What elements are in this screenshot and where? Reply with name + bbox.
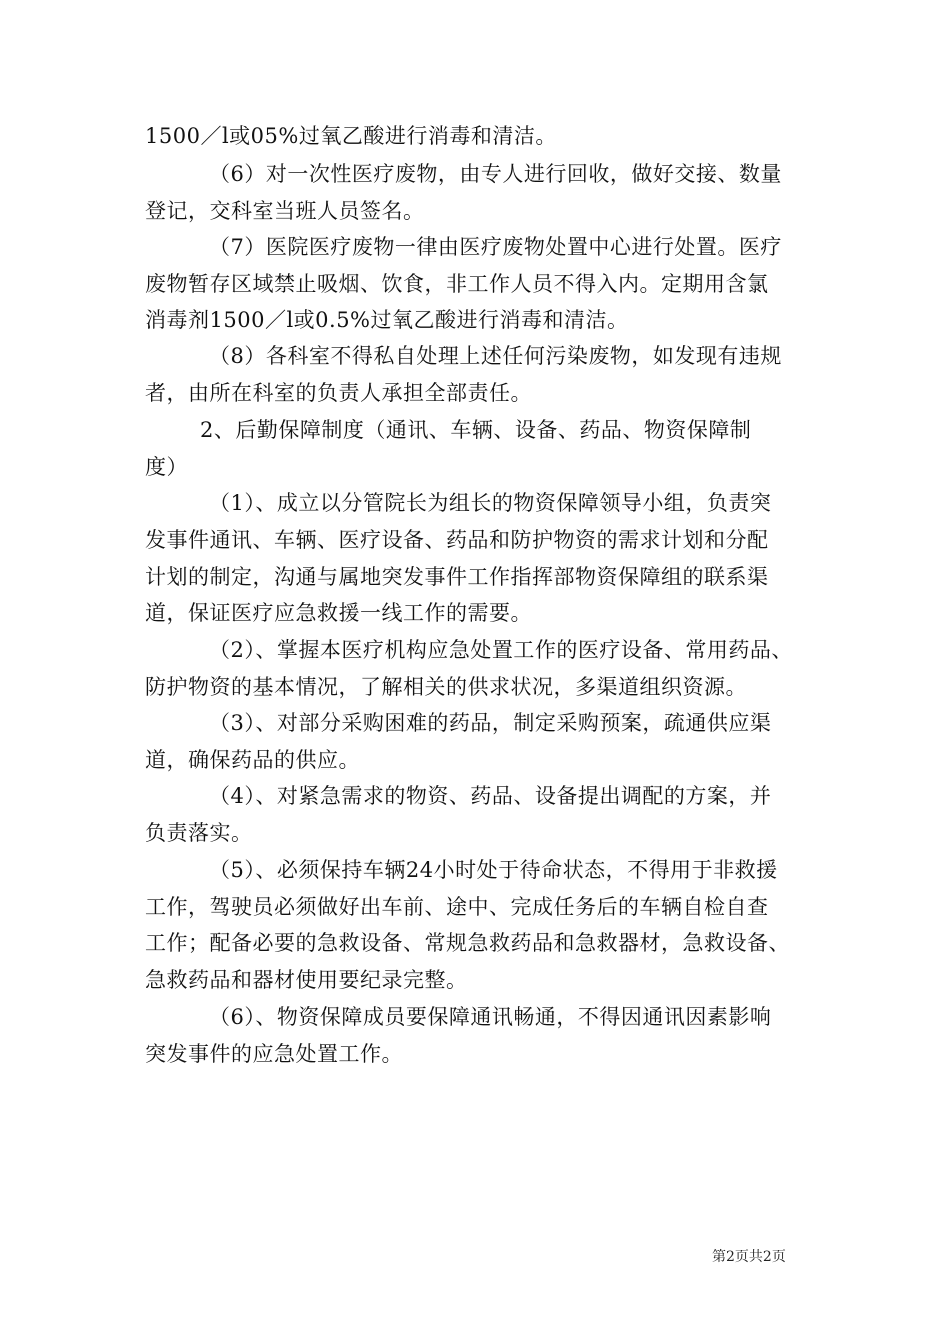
text-line: （3）、对部分采购困难的药品，制定采购预案，疏通供应渠 [209, 711, 772, 735]
text-line: 道，确保药品的供应。 [145, 748, 360, 772]
text-line: （5）、必须保持车辆24小时处于待命状态，不得用于非救援 [209, 858, 778, 882]
text-line: 计划的制定，沟通与属地突发事件工作指挥部物资保障组的联系渠 [145, 565, 769, 589]
text-line: （6）、物资保障成员要保障通讯畅通，不得因通讯因素影响 [209, 1005, 772, 1029]
text-line: 登记，交科室当班人员签名。 [145, 199, 425, 223]
text-line: 工作；配备必要的急救设备、常规急救药品和急救器材，急救设备、 [145, 931, 790, 955]
text-line: （1）、成立以分管院长为组长的物资保障领导小组，负责突 [209, 491, 772, 515]
page-number: 第2页共2页 [712, 1249, 786, 1265]
text-line: 度） [145, 455, 188, 479]
text-line: 负责落实。 [145, 821, 253, 845]
text-line: 道，保证医疗应急救援一线工作的需要。 [145, 601, 532, 625]
text-line: （4）、对紧急需求的物资、药品、设备提出调配的方案，并 [209, 784, 772, 808]
text-line: （6）对一次性医疗废物，由专人进行回收，做好交接、数量 [209, 162, 782, 186]
text-line: 工作，驾驶员必须做好出车前、途中、完成任务后的车辆自检自查 [145, 895, 769, 919]
text-line: 者，由所在科室的负责人承担全部责任。 [145, 381, 532, 405]
text-line: 发事件通讯、车辆、医疗设备、药品和防护物资的需求计划和分配 [145, 528, 769, 552]
text-line: （8）各科室不得私自处理上述任何污染废物，如发现有违规 [209, 344, 782, 368]
text-line: 1500／l或05%过氧乙酸进行消毒和清洁。 [145, 124, 557, 148]
text-line: 废物暂存区域禁止吸烟、饮食，非工作人员不得入内。定期用含氯 [145, 272, 769, 296]
text-line: 消毒剂1500／l或0.5%过氧乙酸进行消毒和清洁。 [145, 308, 629, 332]
text-line: 2、后勤保障制度（通讯、车辆、设备、药品、物资保障制 [200, 418, 752, 442]
text-line: （7）医院医疗废物一律由医疗废物处置中心进行处置。医疗 [209, 235, 782, 259]
text-line: 防护物资的基本情况，了解相关的供求状况，多渠道组织资源。 [145, 675, 747, 699]
text-line: （2）、掌握本医疗机构应急处置工作的医疗设备、常用药品、 [209, 638, 793, 662]
text-line: 突发事件的应急处置工作。 [145, 1042, 403, 1066]
text-line: 急救药品和器材使用要纪录完整。 [145, 968, 468, 992]
